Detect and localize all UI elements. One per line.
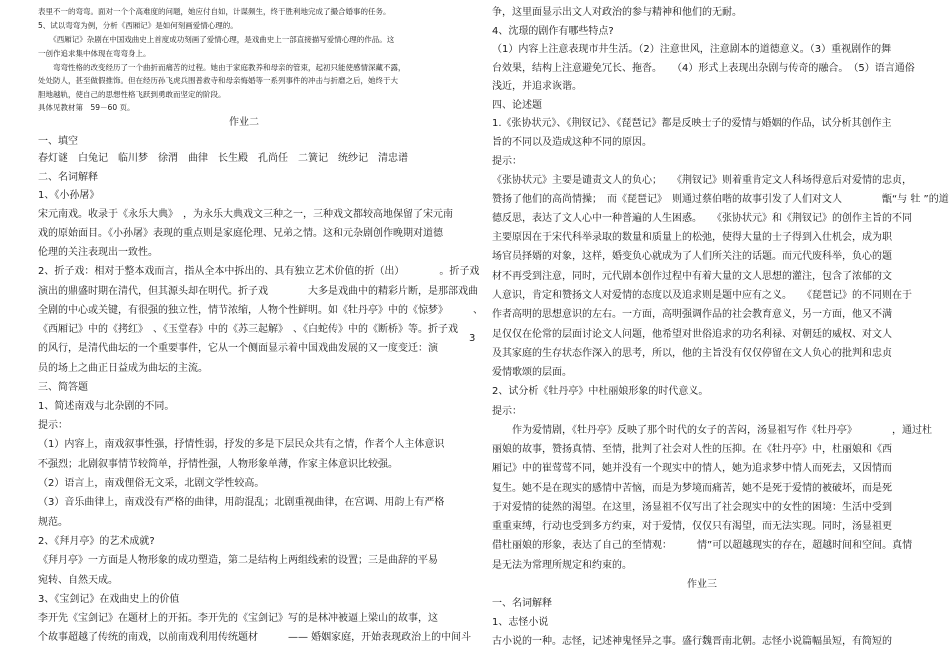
text-line: 重重束缚，行动也受到多方约束，对于爱情，仅仅只有渴望，而无法实现。同时，汤显祖更 — [492, 521, 892, 532]
text-line: 宛转、自然天成。 — [38, 575, 118, 586]
text-line: 规范。 — [38, 517, 68, 528]
text-line: 员的场上之曲正日益成为曲坛的主流。 — [38, 363, 208, 374]
text-line: 2、折子戏：相对于整本戏而言，指从全本中拆出的、具有独立艺术价值的折（出） 。折子戏 — [38, 266, 480, 277]
text-line: 及其家庭的生存状态作深入的思考，所以，他的主旨没有仅仅停留在文人负心的批判和忠贞 — [492, 348, 892, 359]
text-line: 4、沈璟的剧作有哪些特点? — [492, 26, 614, 37]
text-line: 二、名词解释 — [38, 172, 98, 183]
text-line: 争，这里面显示出文人对政治的参与精神和他们的无耐。 — [492, 7, 742, 18]
text-line: 于对爱情的徒然的渴望。在这里，汤显祖不仅写出了社会现实中的女性的困境：生活中受到 — [492, 502, 892, 513]
text-line: 人意识，肯定和赞扬文人对爱情的态度以及追求则是题中应有之义。 《琵琶记》的不同则在于 — [492, 290, 912, 301]
text-line: 是无法为常理所规定和约束的。 — [492, 560, 632, 571]
text-line: 戏的原始面目。《小孙屠》表现的重点则是家庭伦理、兄弟之情。这和元杂剧创作晚期对道德 — [38, 228, 443, 239]
text-line: 作业二 — [229, 117, 259, 128]
text-line: 材不再受到注意，同时，元代剧本创作过程中有着大量的文人思想的灌注，包含了浓郁的文 — [492, 271, 892, 282]
page-number: 3 — [469, 333, 476, 344]
text-line: 个故事超越了传统的南戏，以前南戏利用传统题材 —— 婚姻家庭，开始表现政治上的中间斗 — [38, 632, 472, 643]
text-line: 古小说的一种。志怪，记述神鬼怪异之事。盛行魏晋南北朝。志怪小说篇幅虽短，有简短的 — [492, 636, 892, 647]
text-line: （1）内容上注意表现市井生活。（2）注意世风，注意剧本的道德意义。（3）重视剧作的舞 — [492, 44, 892, 55]
text-line: 伦理的关注表现出一致性。 — [38, 247, 158, 258]
text-line: 2、《拜月亭》的艺术成就? — [38, 536, 155, 547]
text-line: （3）音乐曲律上，南戏没有严格的曲律，用韵混乱；北剧重视曲律，在宫调、用韵上有严格 — [38, 497, 445, 508]
text-line: 《拜月亭》一方面是人物形象的成功塑造，第二是结构上两组线索的设置；三是曲辞的平易 — [38, 555, 438, 566]
text-line: 宋元南戏。收录于《永乐大典》 ，为永乐大典戏文三种之一，三种戏文都较高地保留了宋元南 — [38, 209, 453, 220]
text-line: 演出的鼎盛时期在清代，但其源头却在明代。折子戏 大多是戏曲中的精彩片断，是那部戏曲 — [38, 286, 478, 297]
text-line: 《西厢记》中的《拷红》 、《玉堂春》中的《苏三起解》 、《白蛇传》中的《断桥》等。折子戏 — [38, 324, 458, 335]
text-line: （2）语言上，南戏俚俗无文采，北剧文学性较高。 — [38, 478, 265, 489]
text-line: 德反思，表达了文人心中一种普遍的人生困惑。 《张协状元》和《荆钗记》的创作主旨的不同 — [492, 213, 912, 224]
text-line: 弯弯性格的改变经历了一个曲折而痛苦的过程。她由于家庭教养和母亲的管束，起初只能使感情深藏不露， — [38, 63, 406, 72]
text-line: 复生。她不是在现实的感情中苦恼，而是为梦境而痛苦，她不是死于爱情的被破坏，而是死 — [492, 483, 892, 494]
text-line: 主要原因在于宋代科举录取的数量和质量上的松弛，使得大量的士子得到入仕机会，成为职 — [492, 232, 892, 243]
text-line: 作为爱情剧，《牡丹亭》反映了那个时代的女子的苦闷，汤显祖写作《牡丹亭》 ，通过杜 — [492, 425, 932, 436]
text-line: 处处防人，甚至做假推饰。但在经历孙飞虎兵围普救寺和母亲悔婚等一系列事件的冲击与折磨之后，她终于大 — [38, 76, 398, 85]
text-line: 表里不一的弯弯。面对一个个高难度的问题，她应付自如，计谋频生，终于胜利地完成了撮合婚事的任务。 — [38, 7, 391, 16]
text-line: 赞扬了他们的高尚情操； 而《琵琶记》 则通过蔡伯喈的故事引发了人们对文人 甑“与 牡 ”的道 — [492, 194, 949, 205]
text-line: 提示： — [492, 406, 522, 417]
text-line: 3、《宝剑记》在戏曲史上的价值 — [38, 594, 180, 605]
text-line: 场官员择婿的对象，这样，婚变负心就成为了人们所关注的话题。而元代废科举，负心的题 — [492, 251, 892, 262]
text-line: 提示： — [38, 420, 68, 431]
text-line: 5、试以弯弯为例，分析《西厢记》是如何刻画爱情心理的。 — [38, 21, 238, 30]
text-line: 1.《张协状元》、《荆钗记》、《琵琶记》都是反映士子的爱情与婚姻的作品，试分析其创作主 — [492, 118, 892, 129]
text-line: 的风行，是清代曲坛的一个重要事件，它从一个侧面显示着中国戏曲发展的又一度变迁：演 — [38, 343, 438, 354]
text-line: 三、简答题 — [38, 382, 88, 393]
text-line: 四、论述题 — [492, 100, 542, 111]
text-line: 1、简述南戏与北杂剧的不同。 — [38, 401, 175, 412]
text-line: 1、志怪小说 — [492, 617, 549, 628]
text-line: 具体见教材第 59－60 页。 — [38, 103, 135, 112]
text-line: 胆地越轨，使自己的思想性格飞跃到勇敢而坚定的阶段。 — [38, 90, 226, 99]
text-line: 1、《小孙屠》 — [38, 190, 100, 201]
text-line: 作业三 — [687, 579, 717, 590]
text-line: 浅近，并追求诙谐。 — [492, 81, 582, 92]
text-line: 提示： — [492, 156, 522, 167]
text-line: 丽娘的故事，赞扬真情、至情，批判了社会对人性的压抑。在《牡丹亭》中，杜丽娘和《西 — [492, 444, 892, 455]
text-line: 旨的不同以及造成这种不同的原因。 — [492, 137, 652, 148]
text-line: 台效果，结构上注意避免冗长、拖沓。 （4）形式上表现出杂剧与传奇的融合。 （5）语言通俗 — [492, 63, 915, 74]
text-line: 厢记》中的崔莺莺不同，她并没有一个现实中的情人，她为追求梦中情人而死去，又因情而 — [492, 463, 892, 474]
text-line: 2、试分析《牡丹亭》中杜丽娘形象的时代意义。 — [492, 386, 709, 397]
text-line: 全剧的中心或关键，有很强的独立性，情节浓缩，人物个性鲜明。如《牡丹亭》中的《惊梦》 、 — [38, 305, 483, 316]
text-line: 春灯谜 白兔记 临川梦 徐渭 曲律 长生殿 孔尚任 二簧记 统纱记 清忠谱 — [38, 153, 408, 164]
text-line: （1）内容上，南戏叙事性强，抒情性弱，抒发的多是下层民众共有之情，作者个人主体意识 — [38, 439, 445, 450]
text-line: 李开先《宝剑记》在题材上的开拓。李开先的《宝剑记》写的是林冲被逼上梁山的故事，这 — [38, 613, 438, 624]
text-line: 足仅仅在伦常的层面讨论文人问题，他希望对世俗追求的功名利禄、对朝廷的威权、对文人 — [492, 329, 892, 340]
text-line: 一创作追求集中体现在弯弯身上。 — [38, 49, 151, 58]
text-line: 作者高明的思想意识的左右。一方面，高明强调作品的社会教育意义，另一方面，他又不满 — [492, 309, 892, 320]
text-line: 借杜丽娘的形象，表达了自己的至情观： 情”可以超越现实的存在，超越时间和空间。真情 — [492, 540, 913, 551]
text-line: 爱情歌颂的层面。 — [492, 367, 572, 378]
text-line: 不强烈；北剧叙事情节较简单，抒情性强，人物形象单薄，作家主体意识比较强。 — [38, 459, 398, 470]
text-line: 《西厢记》杂剧在中国戏曲史上首度成功刻画了爱情心理，是戏曲史上一部直接描写爱情心理的作品。这 — [38, 35, 395, 44]
text-line: 一、填空 — [38, 136, 78, 147]
text-line: 《张协状元》主要是谴责文人的负心； 《荆钗记》则着重肯定文人科场得意后对爱情的忠贞， — [492, 175, 912, 186]
text-line: 一、名词解释 — [492, 598, 552, 609]
